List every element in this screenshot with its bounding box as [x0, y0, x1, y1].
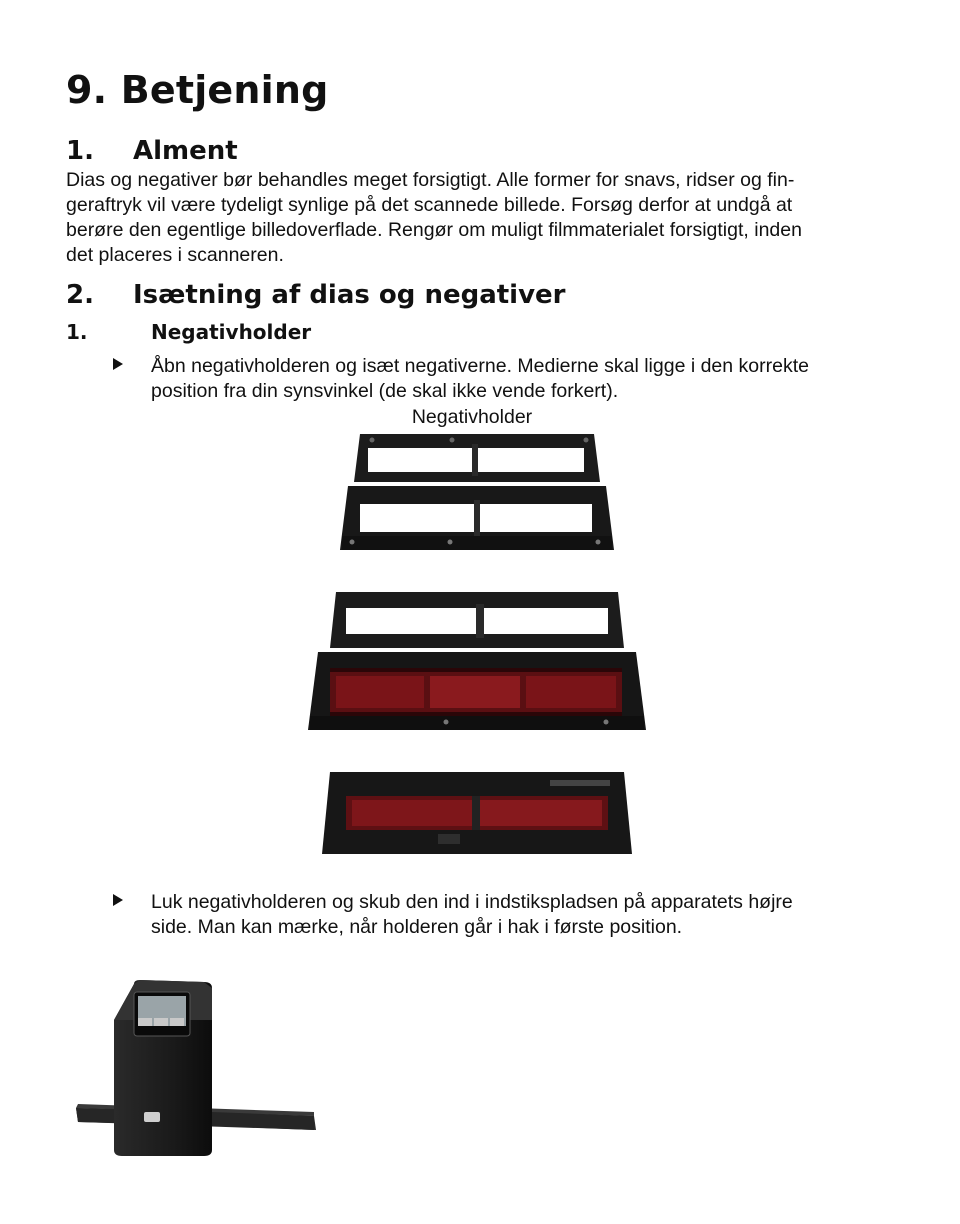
figure-caption: Negativholder [411, 406, 533, 428]
negative-holder-open-image [338, 432, 616, 554]
bullet-line: position fra din synsvinkel (de skal ikke vende forkert). [151, 380, 619, 402]
section-heading-alment [66, 136, 238, 166]
page-title: 9. Betjening [66, 68, 329, 112]
section-title: Alment [133, 136, 238, 166]
bullet-line: Luk negativholderen og skub den ind i indstikspladsen på apparatets højre [151, 891, 793, 913]
negative-holder-closed-image [320, 770, 634, 856]
paragraph-line: geraftryk vil være tydeligt synlige på det scannede billede. Forsøg derfor at undgå at [66, 194, 793, 216]
section-number: 2. [66, 280, 94, 310]
section-paragraph [66, 168, 896, 268]
paragraph-line: Dias og negativer bør behandles meget forsigtigt. Alle former for snavs, ridser og fin- [66, 169, 795, 191]
section-heading-isaetning [66, 280, 566, 310]
bullet-line: Åbn negativholderen og isæt negativerne. Medierne skal ligge i den korrekte [151, 355, 809, 377]
bullet-text [151, 354, 893, 404]
bullet-item [113, 354, 893, 404]
bullet-item [113, 890, 893, 940]
bullet-line: side. Man kan mærke, når holderen går i hak i første position. [151, 916, 683, 938]
film-scanner-device-image [74, 980, 318, 1160]
section-title: Isætning af dias og negativer [133, 280, 566, 310]
section-number: 1. [66, 136, 94, 166]
paragraph-line: berøre den egentlige billedoverflade. Rengør om muligt filmmaterialet forsigtigt, inden [66, 219, 802, 241]
subsection-title: Negativholder [151, 320, 312, 344]
triangle-bullet-icon [113, 358, 123, 370]
triangle-bullet-icon [113, 894, 123, 906]
negative-holder-with-film-image [306, 588, 648, 732]
subsection-number: 1. [66, 320, 88, 344]
subsection-heading-negativholder [66, 320, 311, 344]
paragraph-line: det placeres i scanneren. [66, 244, 284, 266]
bullet-text [151, 890, 893, 940]
